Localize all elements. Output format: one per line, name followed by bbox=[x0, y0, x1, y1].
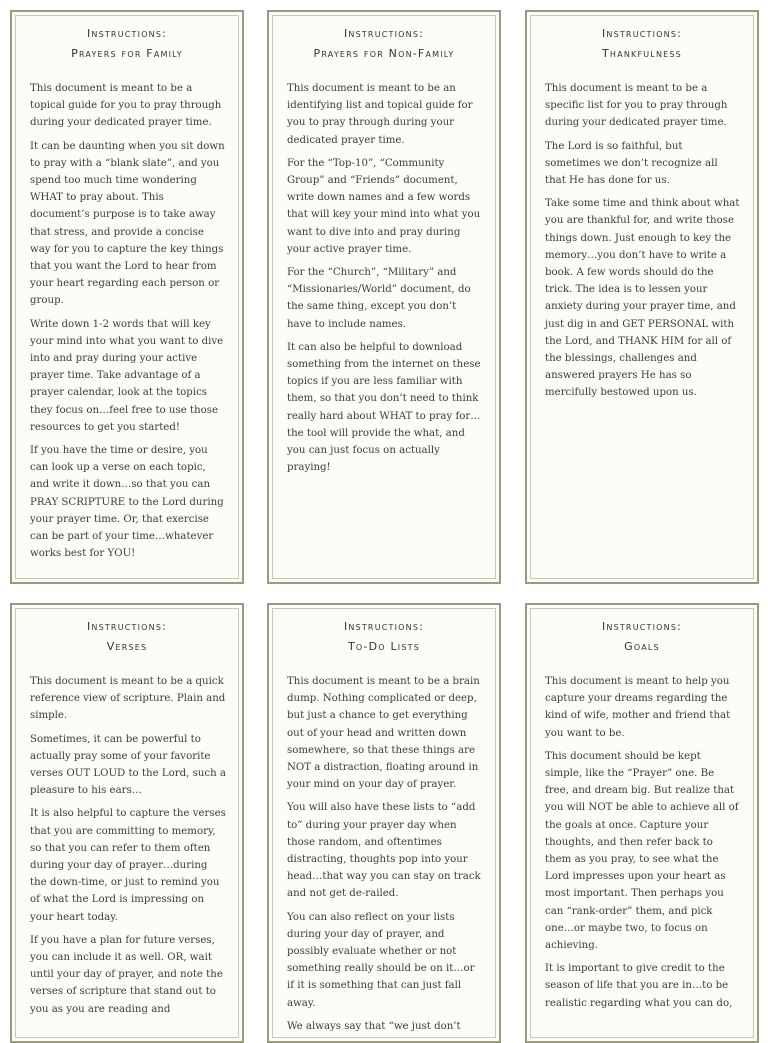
card-subheading: Verses bbox=[106, 640, 148, 653]
paragraph: It is important to give credit to the season of life that you are in…to be realistic regarding what you can do, bbox=[545, 963, 733, 1009]
paragraph: It is also helpful to capture the verses that you are committing to memory, so that you can refer to them often during your day of prayer…during the down-time, or just to remind you of what the Lord is impressing on your heart today. bbox=[30, 808, 226, 923]
card-heading: Instructions: bbox=[601, 27, 683, 40]
paragraph: If you have a plan for future verses, you can include it as well. OR, wait until your day of prayer, and note the verses of scripture that stand out to you as you are reading and bbox=[30, 934, 223, 1015]
card-title bbox=[537, 617, 747, 657]
card-title bbox=[22, 617, 232, 657]
paragraph: This document is meant to be an identifying list and topical guide for you to pray through during your dedicated prayer time. bbox=[287, 83, 473, 146]
card-thankfulness bbox=[525, 10, 759, 584]
card-body bbox=[269, 80, 499, 476]
card-title bbox=[22, 24, 232, 64]
card-subheading: Thankfulness bbox=[602, 47, 682, 60]
paragraph: You can also reflect on your lists during your day of prayer, and possibly evaluate whether or not something really should be on it…or if it is something that can just fall away. bbox=[287, 911, 475, 1009]
paragraph: It can be daunting when you sit down to pray with a “blank slate”, and you spend too much time wondering WHAT to pray about. This document’s purpose is to take away that stress, and provide a concise way for you to capture the key things that you want the Lord to hear from your heart regarding each person or group. bbox=[30, 140, 225, 307]
paragraph: Write down 1-2 words that will key your mind into what you want to dive into and pray during your active prayer time. Take advantage of a prayer calendar, look at the topics they focus on…feel free to use those resources to get you started! bbox=[30, 318, 224, 433]
card-prayers-for-family bbox=[10, 10, 244, 584]
paragraph: Sometimes, it can be powerful to actually pray some of your favorite verses OUT LOUD to the Lord, such a pleasure to his ears… bbox=[30, 733, 226, 797]
card-heading: Instructions: bbox=[86, 620, 168, 633]
paragraph: For the “Church”, “Military” and “Missionaries/World” document, do the same thing, except you don’t have to include names. bbox=[287, 267, 471, 330]
paragraph: This document should be kept simple, like the “Prayer” one. Be free, and dream big. But realize that you will NOT be able to achieve all of the goals at once. Capture your thoughts, and then refer back to them as you pray, to see what the Lord impresses upon your heart as most important. Then perhaps you can “rank-order” them, and pick one…or maybe two, to focus on achieving. bbox=[545, 750, 739, 952]
card-title bbox=[279, 24, 489, 64]
card-heading: Instructions: bbox=[601, 620, 683, 633]
card-title bbox=[279, 617, 489, 657]
card-goals bbox=[525, 603, 759, 1043]
paragraph: This document is meant to help you capture your dreams regarding the kind of wife, mother and friend that you want to be. bbox=[545, 676, 731, 739]
card-to-do-lists bbox=[267, 603, 501, 1043]
card-prayers-for-non-family bbox=[267, 10, 501, 584]
paragraph: If you have the time or desire, you can look up a verse on each topic, and write it down…so that you can PRAY SCRIPTURE to the Lord during your prayer time. Or, that exercise can be part of your time…whatever works best for YOU! bbox=[30, 445, 224, 560]
card-heading: Instructions: bbox=[343, 620, 425, 633]
card-heading: Instructions: bbox=[86, 27, 168, 40]
paragraph: We always say that “we just don’t bbox=[287, 1020, 461, 1032]
card-title bbox=[537, 24, 747, 64]
card-subheading: Goals bbox=[624, 640, 660, 653]
card-body bbox=[269, 673, 499, 1035]
paragraph: This document is meant to be a brain dump. Nothing complicated or deep, but just a chance to get everything out of your head and written down somewhere, so that these things are NOT a distraction, floating around in your mind on your day of prayer. bbox=[287, 676, 480, 791]
card-heading: Instructions: bbox=[343, 27, 425, 40]
card-subheading: To-Do Lists bbox=[348, 640, 420, 653]
paragraph: The Lord is so faithful, but sometimes we don’t recognize all that He has done for us. bbox=[545, 140, 718, 187]
card-body bbox=[527, 673, 757, 1012]
paragraph: It can also be helpful to download something from the internet on these topics if you are less familiar with them, so that you don’t need to think really hard about WHAT to pray for…the tool will provide the what, and you can just focus on actually praying! bbox=[287, 341, 481, 474]
card-subheading: Prayers for Family bbox=[71, 47, 183, 60]
paragraph: Take some time and think about what you are thankful for, and write those things down. Just enough to key the memory…you don’t have to write a book. A few words should do the trick. The idea is to lessen your anxiety during your prayer time, and just dig in and GET PERSONAL with the Lord, and THANK HIM for all of the blessings, challenges and answered prayers He has so mercifully bestowed upon us. bbox=[545, 198, 740, 399]
paragraph: This document is meant to be a topical guide for you to pray through during your dedicated prayer time. bbox=[30, 83, 222, 129]
paragraph: This document is meant to be a specific list for you to pray through during your dedicated prayer time. bbox=[545, 83, 728, 129]
card-verses bbox=[10, 603, 244, 1043]
card-body bbox=[527, 80, 757, 402]
paragraph: This document is meant to be a quick reference view of scripture. Plain and simple. bbox=[30, 676, 226, 722]
paragraph: You will also have these lists to “add to” during your prayer day when those random, and oftentimes distracting, thoughts pop into your head…that way you can stay on track and not get de-railed. bbox=[287, 802, 481, 900]
card-body bbox=[12, 673, 242, 1018]
card-subheading: Prayers for Non-Family bbox=[313, 47, 455, 60]
card-body bbox=[12, 80, 242, 562]
paragraph: For the “Top-10”, “Community Group” and “Friends” document, write down names and a few words that will key your mind into what you want to dive into and pray during your active prayer time. bbox=[287, 157, 481, 255]
